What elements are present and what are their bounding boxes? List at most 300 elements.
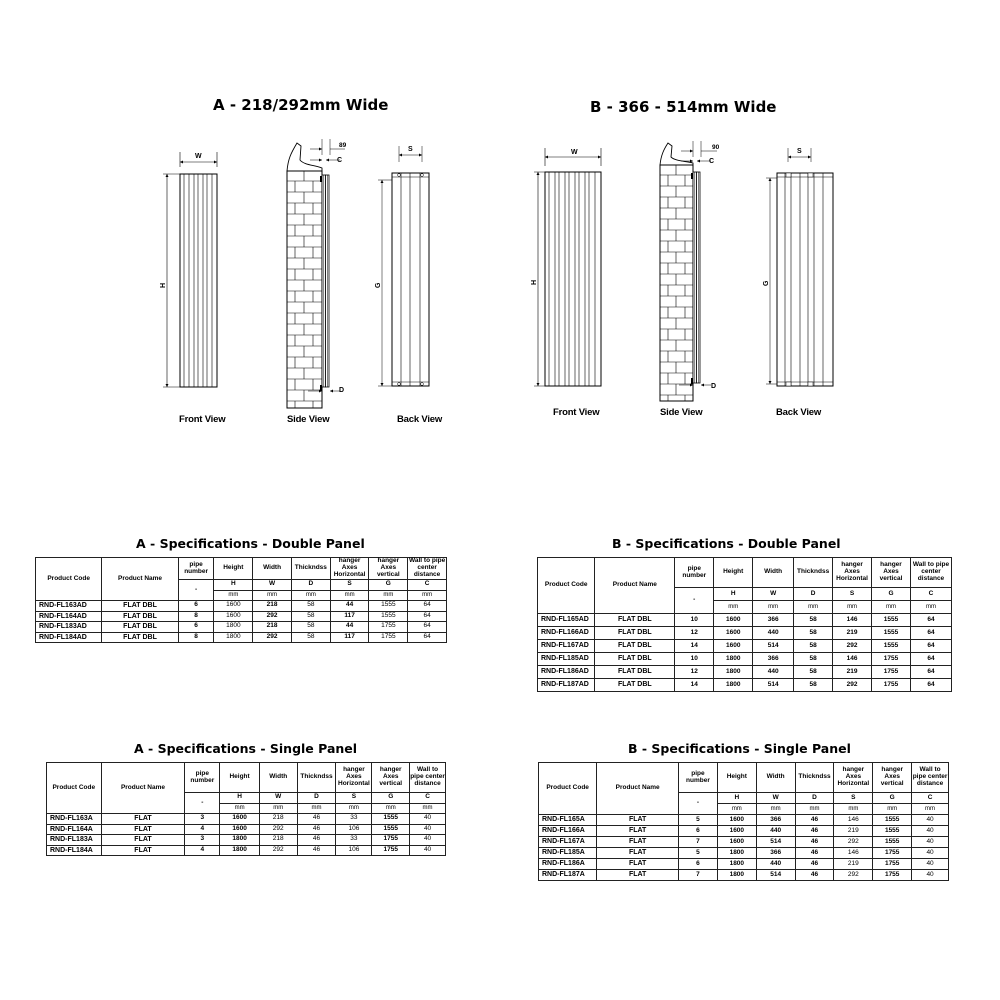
value-cell: 5 — [679, 848, 718, 859]
product-code-cell: RND-FL187A — [539, 870, 597, 881]
value-cell: 1800 — [717, 848, 756, 859]
unit-cell: mm — [408, 590, 447, 601]
value-cell: 1800 — [220, 835, 260, 846]
a-front-view-drawing — [150, 145, 240, 405]
value-cell: 1600 — [717, 815, 756, 826]
value-cell: 58 — [794, 627, 833, 640]
value-cell: 46 — [795, 848, 834, 859]
column-header: Thickndss — [794, 558, 833, 588]
symbol-cell: G — [372, 793, 410, 804]
product-name-cell: FLAT DBL — [102, 611, 178, 622]
b-side-offset-label: 90 — [712, 144, 720, 151]
column-header: hanger Axes vertical — [872, 558, 911, 588]
value-cell: 218 — [259, 814, 297, 825]
column-header: pipe number — [178, 558, 214, 580]
value-cell: 1755 — [369, 632, 408, 643]
value-cell: 1800 — [714, 666, 753, 679]
section-a-title: A - 218/292mm Wide — [213, 96, 389, 114]
table-row — [538, 640, 952, 653]
column-header: hanger Axes Horizontal — [833, 558, 872, 588]
b-side-c-label: C — [709, 158, 715, 165]
symbol-cell: G — [369, 580, 408, 591]
symbol-cell: H — [717, 793, 756, 804]
value-cell: 1555 — [372, 814, 410, 825]
value-cell: 1600 — [214, 601, 253, 612]
value-cell: 40 — [912, 837, 949, 848]
symbol-cell: W — [253, 580, 292, 591]
unit-cell: mm — [833, 601, 872, 614]
value-cell: 64 — [910, 614, 951, 627]
product-name-cell: FLAT — [597, 826, 679, 837]
value-cell: 292 — [833, 679, 872, 692]
value-cell: 1755 — [372, 845, 410, 856]
product-name-cell: FLAT DBL — [595, 614, 675, 627]
unit-cell: mm — [253, 590, 292, 601]
column-header: Thickndss — [291, 558, 330, 580]
table-row — [539, 859, 949, 870]
symbol-cell: D — [794, 588, 833, 601]
section-b-title: B - 366 - 514mm Wide — [590, 98, 777, 116]
value-cell: 1755 — [872, 666, 911, 679]
column-header: Width — [259, 763, 297, 793]
column-header: Width — [753, 558, 794, 588]
value-cell: 1800 — [220, 845, 260, 856]
value-cell: 1600 — [220, 824, 260, 835]
unit-cell: mm — [369, 590, 408, 601]
product-name-cell: FLAT — [597, 837, 679, 848]
product-code-cell: RND-FL165A — [539, 815, 597, 826]
product-name-cell: FLAT DBL — [102, 601, 178, 612]
table-a-double-title: A - Specifications - Double Panel — [136, 536, 365, 551]
unit-cell: mm — [291, 590, 330, 601]
a-side-offset-label: 89 — [339, 142, 347, 149]
value-cell: 440 — [753, 666, 794, 679]
b-side-view-drawing — [645, 135, 745, 410]
value-cell: 46 — [795, 815, 834, 826]
product-code-cell: RND-FL184AD — [36, 632, 102, 643]
symbol-cell: S — [834, 793, 873, 804]
table-row — [36, 611, 447, 622]
value-cell: 5 — [679, 815, 718, 826]
unit-cell: mm — [873, 804, 912, 815]
product-name-cell: FLAT — [101, 824, 185, 835]
table-b-double-title: B - Specifications - Double Panel — [612, 536, 841, 551]
column-header: hanger Axes Horizontal — [336, 763, 372, 793]
b-front-view-label: Front View — [553, 407, 600, 418]
spec-table-b-double — [537, 557, 952, 692]
column-header: pipe number — [675, 558, 714, 588]
value-cell: 146 — [834, 815, 873, 826]
value-cell: 1600 — [714, 627, 753, 640]
b-back-view-label: Back View — [776, 407, 822, 418]
table-row — [538, 614, 952, 627]
value-cell: 58 — [794, 640, 833, 653]
unit-cell: mm — [259, 803, 297, 814]
value-cell: 146 — [833, 614, 872, 627]
product-code-cell: RND-FL183AD — [36, 622, 102, 633]
column-header: Product Code — [538, 558, 595, 614]
column-header: hanger Axes vertical — [372, 763, 410, 793]
column-header: Height — [714, 558, 753, 588]
column-header: Height — [717, 763, 756, 793]
value-cell: 1555 — [873, 837, 912, 848]
value-cell: 292 — [253, 611, 292, 622]
product-code-cell: RND-FL185AD — [538, 653, 595, 666]
a-front-h-label: H — [160, 282, 167, 288]
value-cell: 1755 — [372, 835, 410, 846]
unit-cell: mm — [336, 803, 372, 814]
value-cell: 514 — [756, 837, 795, 848]
product-code-cell: RND-FL165AD — [538, 614, 595, 627]
column-header: Height — [214, 558, 253, 580]
value-cell: 8 — [178, 632, 214, 643]
symbol-cell: - — [675, 588, 714, 614]
value-cell: 440 — [756, 826, 795, 837]
value-cell: 1555 — [873, 815, 912, 826]
product-name-cell: FLAT — [101, 835, 185, 846]
symbol-cell: H — [220, 793, 260, 804]
a-back-view-label: Back View — [397, 414, 443, 425]
value-cell: 64 — [408, 622, 447, 633]
table-row — [539, 848, 949, 859]
symbol-cell: - — [679, 793, 718, 815]
column-header: Wall to pipe center distance — [912, 763, 949, 793]
value-cell: 46 — [795, 859, 834, 870]
table-b-single-title: B - Specifications - Single Panel — [628, 741, 851, 756]
table-row — [47, 824, 446, 835]
unit-cell: mm — [756, 804, 795, 815]
product-name-cell: FLAT DBL — [102, 632, 178, 643]
table-header-row — [36, 558, 447, 580]
value-cell: 46 — [297, 824, 336, 835]
product-name-cell: FLAT DBL — [595, 666, 675, 679]
a-side-view-label: Side View — [287, 414, 330, 425]
product-code-cell: RND-FL183A — [47, 835, 102, 846]
product-name-cell: FLAT — [101, 845, 185, 856]
value-cell: 1555 — [873, 826, 912, 837]
value-cell: 6 — [679, 826, 718, 837]
a-front-view-label: Front View — [179, 414, 226, 425]
value-cell: 8 — [178, 611, 214, 622]
value-cell: 146 — [834, 848, 873, 859]
value-cell: 64 — [910, 640, 951, 653]
a-side-c-label: C — [337, 157, 343, 164]
value-cell: 10 — [675, 614, 714, 627]
table-row — [538, 653, 952, 666]
table-row — [539, 815, 949, 826]
table-header-row — [538, 558, 952, 588]
unit-cell: mm — [794, 601, 833, 614]
value-cell: 514 — [753, 640, 794, 653]
value-cell: 514 — [756, 870, 795, 881]
value-cell: 58 — [291, 611, 330, 622]
value-cell: 440 — [756, 859, 795, 870]
unit-cell: mm — [795, 804, 834, 815]
unit-cell: mm — [410, 803, 446, 814]
value-cell: 1600 — [214, 611, 253, 622]
table-row — [47, 835, 446, 846]
symbol-cell: C — [912, 793, 949, 804]
table-row — [47, 814, 446, 825]
value-cell: 1755 — [873, 848, 912, 859]
value-cell: 366 — [753, 653, 794, 666]
value-cell: 1800 — [214, 622, 253, 633]
table-row — [47, 845, 446, 856]
value-cell: 64 — [910, 653, 951, 666]
value-cell: 1555 — [872, 614, 911, 627]
column-header: pipe number — [679, 763, 718, 793]
value-cell: 1600 — [717, 826, 756, 837]
unit-cell: mm — [872, 601, 911, 614]
product-name-cell: FLAT — [597, 870, 679, 881]
unit-cell: mm — [330, 590, 369, 601]
value-cell: 46 — [795, 870, 834, 881]
value-cell: 6 — [178, 601, 214, 612]
value-cell: 514 — [753, 679, 794, 692]
a-side-d-label: D — [339, 387, 345, 394]
product-code-cell: RND-FL186AD — [538, 666, 595, 679]
value-cell: 40 — [410, 835, 446, 846]
table-header-row — [47, 763, 446, 793]
value-cell: 219 — [834, 859, 873, 870]
column-header: Wall to pipe center distance — [410, 763, 446, 793]
value-cell: 64 — [910, 627, 951, 640]
product-name-cell: FLAT DBL — [595, 653, 675, 666]
column-header: Product Name — [595, 558, 675, 614]
value-cell: 33 — [336, 814, 372, 825]
value-cell: 218 — [259, 835, 297, 846]
column-header: Wall to pipe center distance — [910, 558, 951, 588]
value-cell: 1555 — [872, 640, 911, 653]
product-code-cell: RND-FL167AD — [538, 640, 595, 653]
symbol-cell: D — [291, 580, 330, 591]
value-cell: 7 — [679, 870, 718, 881]
value-cell: 1555 — [872, 627, 911, 640]
value-cell: 6 — [178, 622, 214, 633]
value-cell: 58 — [794, 653, 833, 666]
value-cell: 64 — [408, 611, 447, 622]
value-cell: 1755 — [873, 859, 912, 870]
value-cell: 219 — [833, 627, 872, 640]
value-cell: 292 — [259, 845, 297, 856]
value-cell: 10 — [675, 653, 714, 666]
symbol-cell: S — [336, 793, 372, 804]
value-cell: 1555 — [372, 824, 410, 835]
value-cell: 1755 — [872, 679, 911, 692]
value-cell: 106 — [336, 845, 372, 856]
product-code-cell: RND-FL184A — [47, 845, 102, 856]
a-side-view-drawing — [270, 135, 370, 415]
table-header-row — [539, 763, 949, 793]
unit-cell: mm — [372, 803, 410, 814]
value-cell: 4 — [185, 845, 220, 856]
product-code-cell: RND-FL166AD — [538, 627, 595, 640]
symbol-cell: C — [408, 580, 447, 591]
product-code-cell: RND-FL164AD — [36, 611, 102, 622]
product-name-cell: FLAT DBL — [595, 627, 675, 640]
value-cell: 40 — [912, 859, 949, 870]
value-cell: 33 — [336, 835, 372, 846]
symbol-cell: - — [185, 793, 220, 814]
value-cell: 40 — [410, 814, 446, 825]
table-row — [538, 627, 952, 640]
value-cell: 40 — [912, 848, 949, 859]
value-cell: 292 — [834, 837, 873, 848]
unit-cell: mm — [297, 803, 336, 814]
product-code-cell: RND-FL185A — [539, 848, 597, 859]
value-cell: 64 — [408, 601, 447, 612]
column-header: pipe number — [185, 763, 220, 793]
column-header: Product Code — [539, 763, 597, 815]
column-header: Thickndss — [297, 763, 336, 793]
value-cell: 14 — [675, 679, 714, 692]
b-back-view-drawing — [745, 140, 835, 400]
column-header: Product Code — [36, 558, 102, 601]
table-row — [538, 666, 952, 679]
column-header: Wall to pipe center distance — [408, 557, 446, 578]
value-cell: 292 — [259, 824, 297, 835]
product-code-cell: RND-FL167A — [539, 837, 597, 848]
product-code-cell: RND-FL186A — [539, 859, 597, 870]
product-code-cell: RND-FL163AD — [36, 601, 102, 612]
column-header: Height — [220, 763, 260, 793]
value-cell: 46 — [297, 814, 336, 825]
b-front-h-label: H — [531, 279, 538, 285]
column-header: Product Code — [47, 763, 102, 814]
value-cell: 40 — [410, 824, 446, 835]
column-header: Product Name — [102, 558, 178, 601]
value-cell: 40 — [912, 826, 949, 837]
value-cell: 58 — [794, 614, 833, 627]
symbol-cell: W — [753, 588, 794, 601]
product-name-cell: FLAT — [101, 814, 185, 825]
value-cell: 44 — [330, 601, 369, 612]
value-cell: 14 — [675, 640, 714, 653]
value-cell: 7 — [679, 837, 718, 848]
product-code-cell: RND-FL164A — [47, 824, 102, 835]
value-cell: 6 — [679, 859, 718, 870]
value-cell: 1800 — [214, 632, 253, 643]
b-front-w-label: W — [571, 149, 578, 156]
value-cell: 1600 — [714, 640, 753, 653]
table-row — [36, 622, 447, 633]
spec-table-b-single — [538, 762, 949, 881]
symbol-cell: D — [795, 793, 834, 804]
product-name-cell: FLAT DBL — [102, 622, 178, 633]
unit-cell: mm — [714, 601, 753, 614]
symbol-cell: C — [410, 793, 446, 804]
value-cell: 4 — [185, 824, 220, 835]
column-header: Product Name — [597, 763, 679, 815]
b-front-view-drawing — [525, 140, 625, 400]
symbol-cell: S — [833, 588, 872, 601]
value-cell: 219 — [833, 666, 872, 679]
value-cell: 58 — [291, 622, 330, 633]
value-cell: 1800 — [717, 870, 756, 881]
value-cell: 64 — [408, 632, 447, 643]
value-cell: 146 — [833, 653, 872, 666]
value-cell: 12 — [675, 627, 714, 640]
unit-cell: mm — [214, 590, 253, 601]
unit-cell: mm — [834, 804, 873, 815]
column-header: Thickndss — [795, 763, 834, 793]
value-cell: 292 — [253, 632, 292, 643]
product-code-cell: RND-FL166A — [539, 826, 597, 837]
symbol-cell: S — [330, 580, 369, 591]
value-cell: 46 — [795, 826, 834, 837]
value-cell: 58 — [794, 679, 833, 692]
product-name-cell: FLAT DBL — [595, 679, 675, 692]
column-header: hanger Axes vertical — [369, 558, 408, 580]
value-cell: 1800 — [714, 679, 753, 692]
value-cell: 1755 — [369, 622, 408, 633]
unit-cell: mm — [753, 601, 794, 614]
value-cell: 366 — [753, 614, 794, 627]
value-cell: 218 — [253, 622, 292, 633]
value-cell: 366 — [756, 848, 795, 859]
value-cell: 1755 — [872, 653, 911, 666]
unit-cell: mm — [912, 804, 949, 815]
symbol-cell: D — [297, 793, 336, 804]
symbol-cell: G — [873, 793, 912, 804]
value-cell: 440 — [753, 627, 794, 640]
unit-cell: mm — [220, 803, 260, 814]
a-back-g-label: G — [375, 282, 382, 288]
value-cell: 106 — [336, 824, 372, 835]
table-row — [36, 601, 447, 612]
value-cell: 64 — [910, 666, 951, 679]
spec-table-a-single — [46, 762, 446, 856]
column-header: hanger Axes Horizontal — [834, 763, 873, 793]
value-cell: 40 — [912, 815, 949, 826]
value-cell: 1755 — [873, 870, 912, 881]
column-header: hanger Axes vertical — [873, 763, 912, 793]
a-back-s-label: S — [408, 146, 413, 153]
column-header: hanger Axes Horizontal — [330, 558, 369, 580]
unit-cell: mm — [910, 601, 951, 614]
b-back-g-label: G — [763, 280, 770, 286]
unit-cell: mm — [717, 804, 756, 815]
value-cell: 1555 — [369, 601, 408, 612]
value-cell: 46 — [795, 837, 834, 848]
product-code-cell: RND-FL187AD — [538, 679, 595, 692]
table-row — [538, 679, 952, 692]
value-cell: 58 — [794, 666, 833, 679]
value-cell: 292 — [834, 870, 873, 881]
spec-table-a-double — [35, 557, 447, 643]
b-side-view-label: Side View — [660, 407, 703, 418]
b-back-s-label: S — [797, 148, 802, 155]
value-cell: 1600 — [220, 814, 260, 825]
symbol-cell: W — [259, 793, 297, 804]
column-header: Product Name — [101, 763, 185, 814]
value-cell: 58 — [291, 601, 330, 612]
value-cell: 40 — [912, 870, 949, 881]
value-cell: 40 — [410, 845, 446, 856]
a-back-view-drawing — [370, 140, 450, 405]
table-row — [539, 837, 949, 848]
value-cell: 46 — [297, 835, 336, 846]
b-side-d-label: D — [711, 383, 717, 390]
value-cell: 117 — [330, 632, 369, 643]
value-cell: 44 — [330, 622, 369, 633]
symbol-cell: H — [214, 580, 253, 591]
value-cell: 219 — [834, 826, 873, 837]
product-code-cell: RND-FL163A — [47, 814, 102, 825]
symbol-cell: C — [910, 588, 951, 601]
product-name-cell: FLAT — [597, 848, 679, 859]
table-row — [36, 632, 447, 643]
